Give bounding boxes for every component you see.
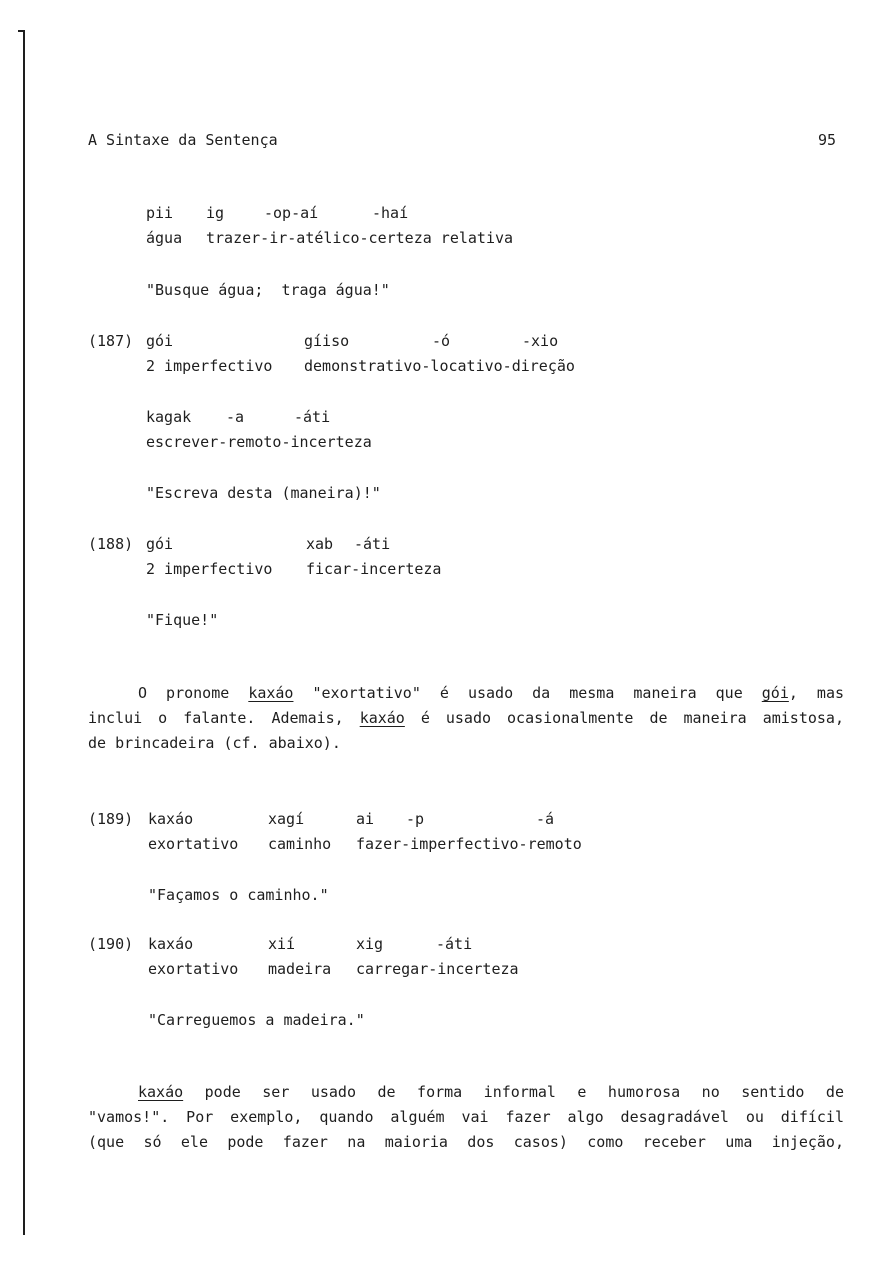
translation: "Busque água; traga água!" bbox=[146, 281, 390, 299]
gloss: fazer-imperfectivo-remoto bbox=[356, 835, 582, 853]
paragraph-line: "vamos!". Por exemplo, quando alguém vai fazer algo desagradável ou difícil bbox=[88, 1108, 844, 1126]
morpheme: xií bbox=[268, 935, 296, 953]
morpheme: -haí bbox=[372, 204, 409, 222]
morpheme: -a bbox=[226, 408, 245, 426]
morpheme: xagí bbox=[268, 810, 305, 828]
paragraph-line: kaxáo pode ser usado de forma informal e humorosa no sentido de bbox=[138, 1083, 844, 1101]
morpheme: -á bbox=[536, 810, 555, 828]
translation: "Façamos o caminho." bbox=[148, 886, 329, 904]
underlined-term: gói bbox=[761, 684, 789, 702]
translation: "Fique!" bbox=[146, 611, 219, 629]
gloss: exortativo bbox=[148, 835, 239, 853]
morpheme: -p bbox=[406, 810, 425, 828]
morpheme: kagak bbox=[146, 408, 192, 426]
morpheme: -xio bbox=[522, 332, 559, 350]
morpheme: kaxáo bbox=[148, 935, 194, 953]
gloss: caminho bbox=[268, 835, 332, 853]
page-number: 95 bbox=[818, 131, 837, 149]
translation: "Carreguemos a madeira." bbox=[148, 1011, 365, 1029]
morpheme: ig bbox=[206, 204, 225, 222]
morpheme: gói bbox=[146, 535, 174, 553]
morpheme: -áti bbox=[354, 535, 391, 553]
morpheme: -ó bbox=[432, 332, 451, 350]
gloss: água bbox=[146, 229, 183, 247]
gloss: 2 imperfectivo bbox=[146, 560, 273, 578]
example-number: (188) bbox=[88, 535, 134, 553]
left-margin-tick bbox=[18, 30, 25, 32]
running-title: A Sintaxe da Sentença bbox=[88, 131, 278, 149]
paragraph-kaxao-intro bbox=[88, 681, 844, 756]
morpheme: -áti bbox=[294, 408, 331, 426]
gloss: ficar-incerteza bbox=[306, 560, 442, 578]
underlined-term: kaxáo bbox=[359, 709, 405, 727]
paragraph-kaxao-humor bbox=[88, 1080, 844, 1155]
paragraph-line: de brincadeira (cf. abaixo). bbox=[88, 734, 341, 752]
translation: "Escreva desta (maneira)!" bbox=[146, 484, 381, 502]
paragraph-line: (que só ele pode fazer na maioria dos casos) como receber uma injeção, bbox=[88, 1133, 844, 1151]
morpheme: xab bbox=[306, 535, 334, 553]
morpheme: ai bbox=[356, 810, 375, 828]
example-number: (190) bbox=[88, 935, 134, 953]
gloss: exortativo bbox=[148, 960, 239, 978]
example-number: (189) bbox=[88, 810, 134, 828]
morpheme: gíiso bbox=[304, 332, 350, 350]
gloss: demonstrativo-locativo-direção bbox=[304, 357, 575, 375]
gloss: 2 imperfectivo bbox=[146, 357, 273, 375]
morpheme: kaxáo bbox=[148, 810, 194, 828]
left-margin-rule bbox=[23, 30, 25, 1235]
morpheme: xig bbox=[356, 935, 384, 953]
morpheme: -áti bbox=[436, 935, 473, 953]
morpheme: gói bbox=[146, 332, 174, 350]
example-number: (187) bbox=[88, 332, 134, 350]
gloss: madeira bbox=[268, 960, 332, 978]
gloss: trazer-ir-atélico-certeza relativa bbox=[206, 229, 514, 247]
morpheme: -op-aí bbox=[264, 204, 319, 222]
gloss: escrever-remoto-incerteza bbox=[146, 433, 372, 451]
underlined-term: kaxáo bbox=[138, 1083, 184, 1101]
paragraph-line: inclui o falante. Ademais, kaxáo é usado ocasionalmente de maneira amistosa, bbox=[88, 709, 844, 727]
gloss: carregar-incerteza bbox=[356, 960, 519, 978]
underlined-term: kaxáo bbox=[248, 684, 294, 702]
paragraph-line: O pronome kaxáo "exortativo" é usado da mesma maneira que gói, mas bbox=[138, 684, 845, 702]
morpheme: pii bbox=[146, 204, 174, 222]
